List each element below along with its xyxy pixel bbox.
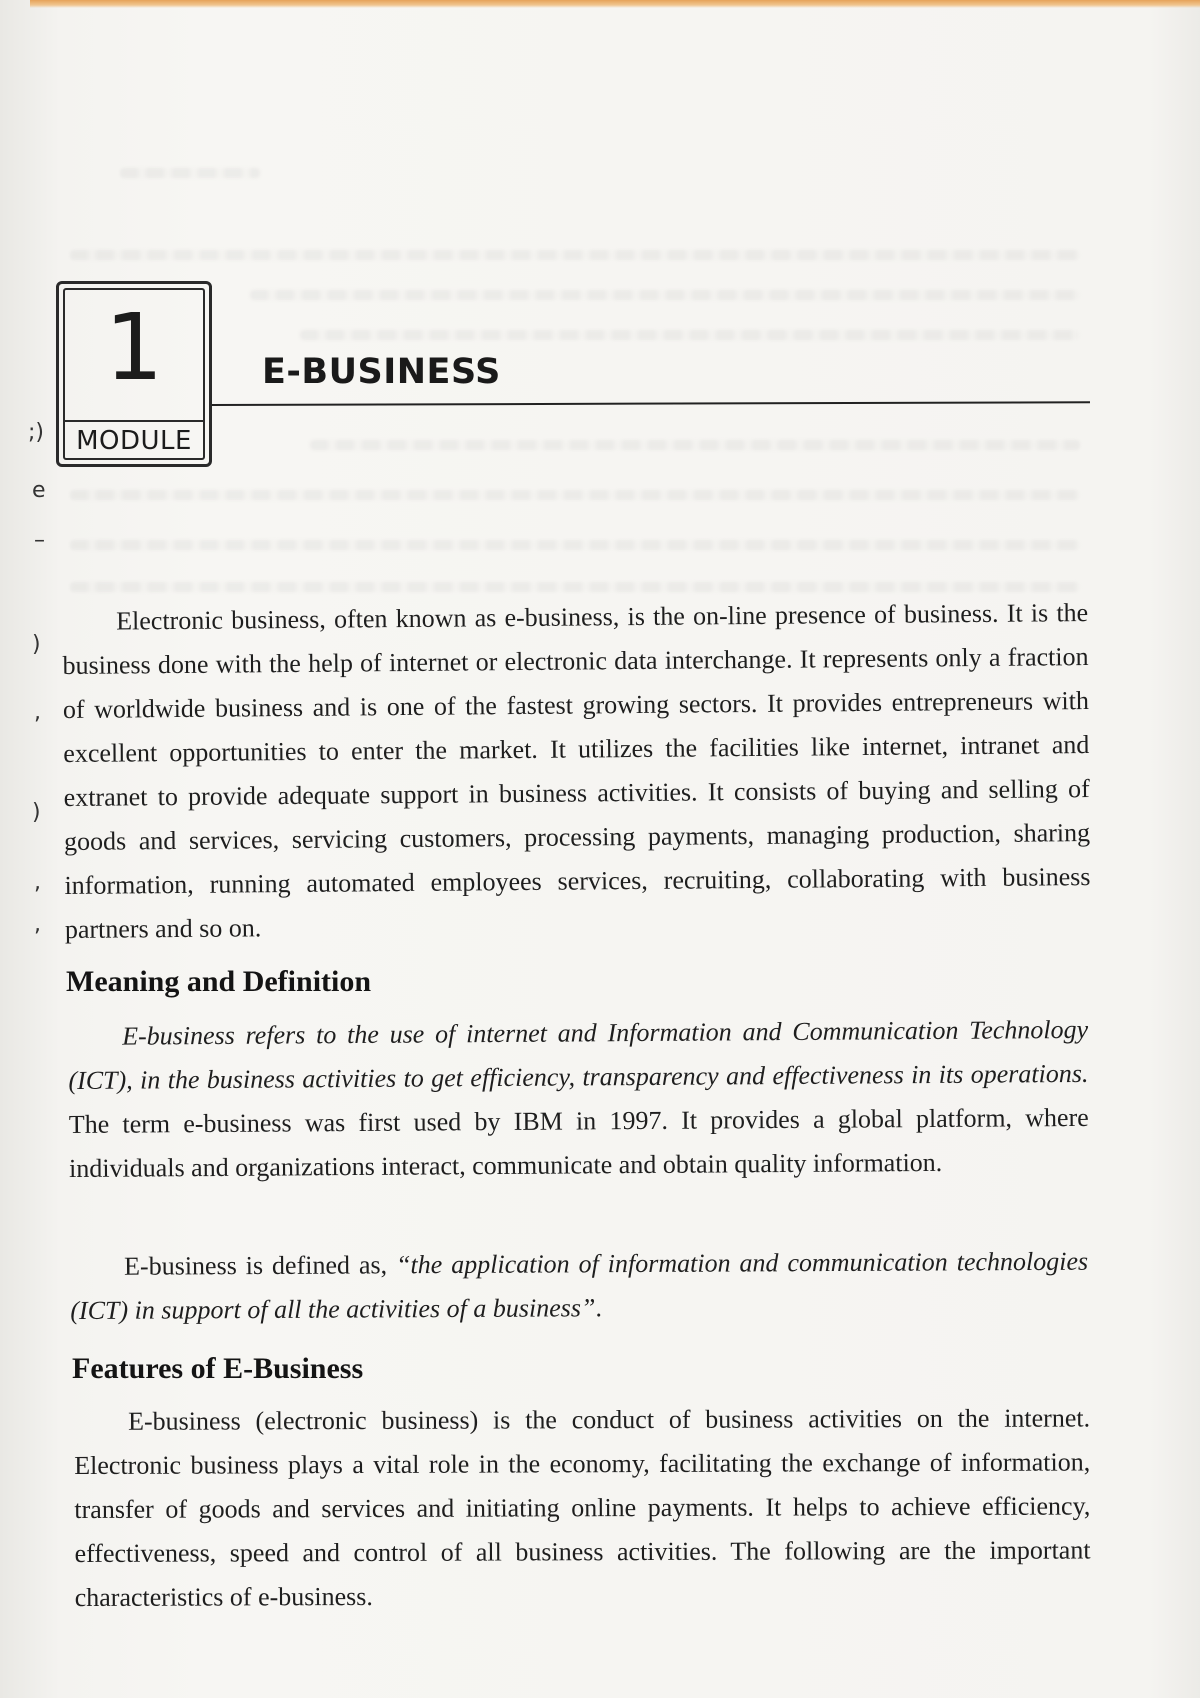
bleed-through (70, 582, 1080, 592)
features-paragraph: E-business (electronic business) is the conduct of business activities on the internet. Electronic business plays a vital role in the economy, facilitating the exchange of information, transfer of goods and services and initiating online payments. It helps to achieve efficiency, effectiveness, speed and control of all business activities. The following are the important characteristics of e-business. (74, 1403, 1091, 1612)
definition-section (68, 1008, 1089, 1191)
margin-mark: ) (32, 800, 41, 825)
chapter-title: E-BUSINESS (262, 352, 501, 392)
intro-paragraph: Electronic business, often known as e-business, is the on-line presence of business. It is the business done with the help of internet or electronic data interchange. It represents only a fraction of worldwide business and is one of the fastest growing sectors. It provides entrepreneurs with excellent opportunities to enter the market. It utilizes the facilities like internet, intranet and extranet to provide adequate support in business activities. It consists of buying and selling of goods and services, servicing customers, processing payments, managing production, sharing information, running automated employees services, recruiting, collaborating with business partners and so on. (62, 598, 1091, 944)
module-divider (65, 420, 203, 422)
module-badge (56, 281, 212, 467)
title-rule (212, 401, 1090, 406)
bleed-through (300, 330, 1080, 340)
defined-as-end: . (595, 1293, 602, 1323)
margin-mark: e (32, 478, 46, 503)
bleed-through (250, 290, 1080, 300)
bleed-through (70, 250, 1080, 260)
features-heading: Features of E-Business (72, 1352, 364, 1385)
defined-as-paragraph (70, 1240, 1088, 1333)
definition-italic: E-business refers to the use of internet and Information and Communication Technology (ICT), in the business activities to get efficiency, transparency and effectiveness in its operations. (68, 1014, 1089, 1095)
module-label: MODULE (76, 426, 192, 456)
margin-mark: , (34, 912, 41, 937)
module-badge-frame (63, 288, 205, 460)
page-top-edge (30, 0, 1200, 8)
module-number: 1 (104, 294, 164, 401)
defined-as-quote: “the application of information and communication technologies (ICT) in support of all the activities of a business” (70, 1246, 1089, 1325)
intro-section (62, 591, 1091, 952)
definition-rest: The term e-business was first used by IBM in 1997. It provides a global platform, where individuals and organizations interact, communicate and obtain quality information. (68, 1102, 1089, 1183)
definition-paragraph (68, 1008, 1089, 1191)
bleed-through (70, 490, 1080, 500)
meaning-heading: Meaning and Definition (66, 965, 372, 998)
margin-mark: ;) (28, 420, 44, 445)
bleed-through (120, 168, 260, 178)
margin-mark: , (34, 870, 41, 895)
bleed-through (70, 540, 1080, 550)
margin-mark: , (34, 700, 41, 725)
margin-mark: ) (32, 632, 41, 657)
bleed-through (310, 440, 1080, 450)
margin-mark: – (34, 528, 45, 553)
defined-as-section (70, 1240, 1088, 1333)
defined-as-lead: E-business is defined as, (124, 1250, 397, 1281)
features-section (74, 1396, 1091, 1620)
